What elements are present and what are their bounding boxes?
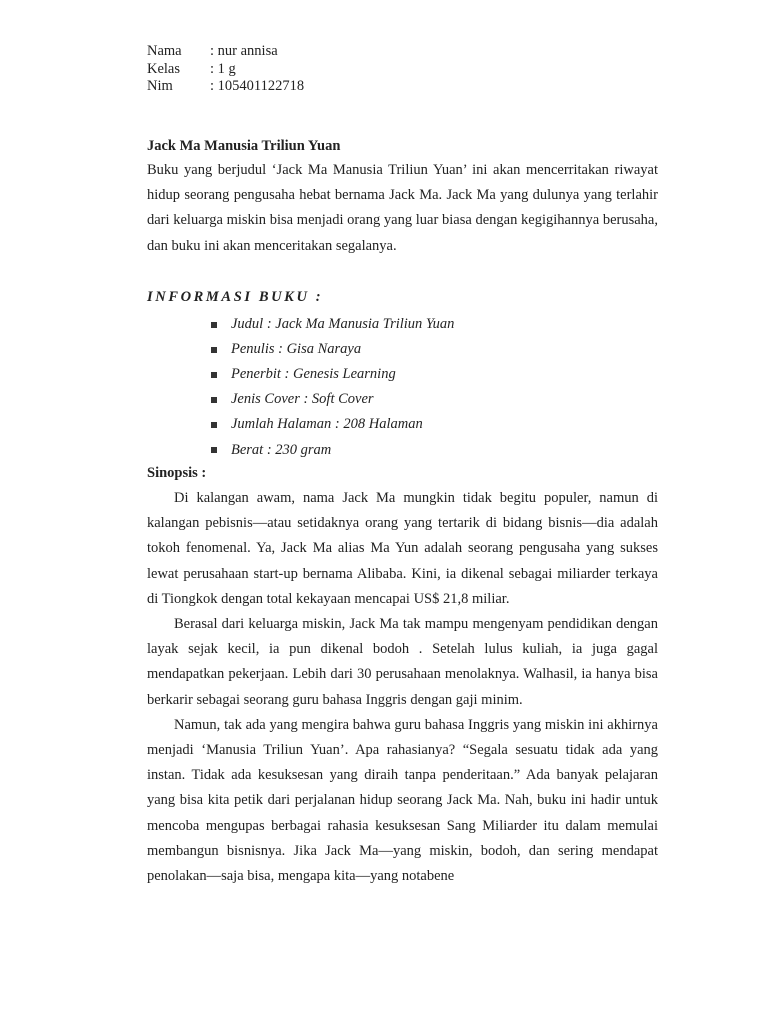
- identity-value: : 1 g: [210, 60, 236, 77]
- identity-row-kelas: [147, 61, 304, 79]
- synopsis-body: [147, 486, 658, 889]
- book-info-list: [211, 312, 454, 463]
- identity-value: : nur annisa: [210, 43, 278, 59]
- square-bullet-icon: [211, 397, 217, 403]
- info-heading: INFORMASI BUKU :: [147, 289, 324, 305]
- square-bullet-icon: [211, 322, 217, 328]
- info-item-text: Judul : Jack Ma Manusia Triliun Yuan: [231, 316, 455, 333]
- book-title: Jack Ma Manusia Triliun Yuan: [147, 138, 341, 154]
- square-bullet-icon: [211, 447, 217, 453]
- info-item-text: Jumlah Halaman : 208 Halaman: [231, 416, 423, 433]
- synopsis-paragraph: Namun, tak ada yang mengira bahwa guru bahasa Inggris yang miskin ini akhirnya menjadi ‘Manusia Triliun Yuan’. Apa rahasianya? “Segala sesuatu tidak ada yang instan. Tidak ada kesuksesan yang diraih tanpa penderitaan.” Ada banyak pelajaran yang bisa kita petik dari perjalanan hidup seorang Jack Ma. Nah, buku ini hadir untuk mencoba mengupas berbagai rahasia kesuksesan Sang Miliarder itu dalam memulai membangun bisnisnya. Jika Jack Ma—yang miskin, bodoh, dan sering mendapat penolakan—saja bisa, mengapa kita—yang notabene: [147, 716, 658, 885]
- info-item-text: Penulis : Gisa Naraya: [231, 341, 362, 358]
- list-item: [211, 312, 454, 337]
- list-item: [211, 387, 454, 412]
- list-item: [211, 437, 454, 462]
- student-identity: [147, 43, 304, 96]
- list-item: [211, 362, 454, 387]
- identity-label: Nim: [147, 78, 173, 94]
- square-bullet-icon: [211, 422, 217, 428]
- identity-row-nama: [147, 43, 304, 61]
- identity-value: : 105401122718: [210, 78, 305, 94]
- info-item-text: Penerbit : Genesis Learning: [231, 366, 396, 383]
- info-item-text: Berat : 230 gram: [231, 441, 332, 458]
- intro-paragraph: Buku yang berjudul ‘Jack Ma Manusia Triliun Yuan’ ini akan mencerritakan riwayat hidup seorang pengusaha hebat bernama Jack Ma. Jack Ma yang dulunya yang terlahir dari keluarga miskin bisa menjadi orang yang luar biasa dengan kegigihannya berusaha, dan buku ini akan menceritakan segalanya.: [147, 162, 658, 254]
- identity-label: Kelas: [147, 60, 181, 77]
- square-bullet-icon: [211, 372, 217, 378]
- synopsis-paragraph: Berasal dari keluarga miskin, Jack Ma tak mampu mengenyam pendidikan dengan layak sejak kecil, ia pun dikenal bodoh . Setelah lulus kuliah, ia juga gagal mendapatkan pekerjaan. Lebih dari 30 perusahaan menolaknya. Walhasil, ia hanya bisa berkarir sebagai seorang guru bahasa Inggris dengan gaji minim.: [147, 616, 658, 708]
- identity-label: Nama: [147, 43, 182, 59]
- synopsis-heading: Sinopsis :: [147, 465, 207, 481]
- info-item-text: Jenis Cover : Soft Cover: [231, 391, 374, 408]
- list-item: [211, 337, 454, 362]
- square-bullet-icon: [211, 347, 217, 353]
- list-item: [211, 412, 454, 437]
- synopsis-paragraph: Di kalangan awam, nama Jack Ma mungkin tidak begitu populer, namun di kalangan pebisnis—atau setidaknya orang yang tertarik di bidang bisnis—dia adalah tokoh fenomenal. Ya, Jack Ma alias Ma Yun adalah seorang pengusaha yang sukses lewat perusahaan start-up bernama Alibaba. Kini, ia dikenal sebagai miliarder terkaya di Tiongkok dengan total kekayaan mencapai US$ 21,8 miliar.: [147, 490, 658, 607]
- identity-row-nim: [147, 78, 304, 96]
